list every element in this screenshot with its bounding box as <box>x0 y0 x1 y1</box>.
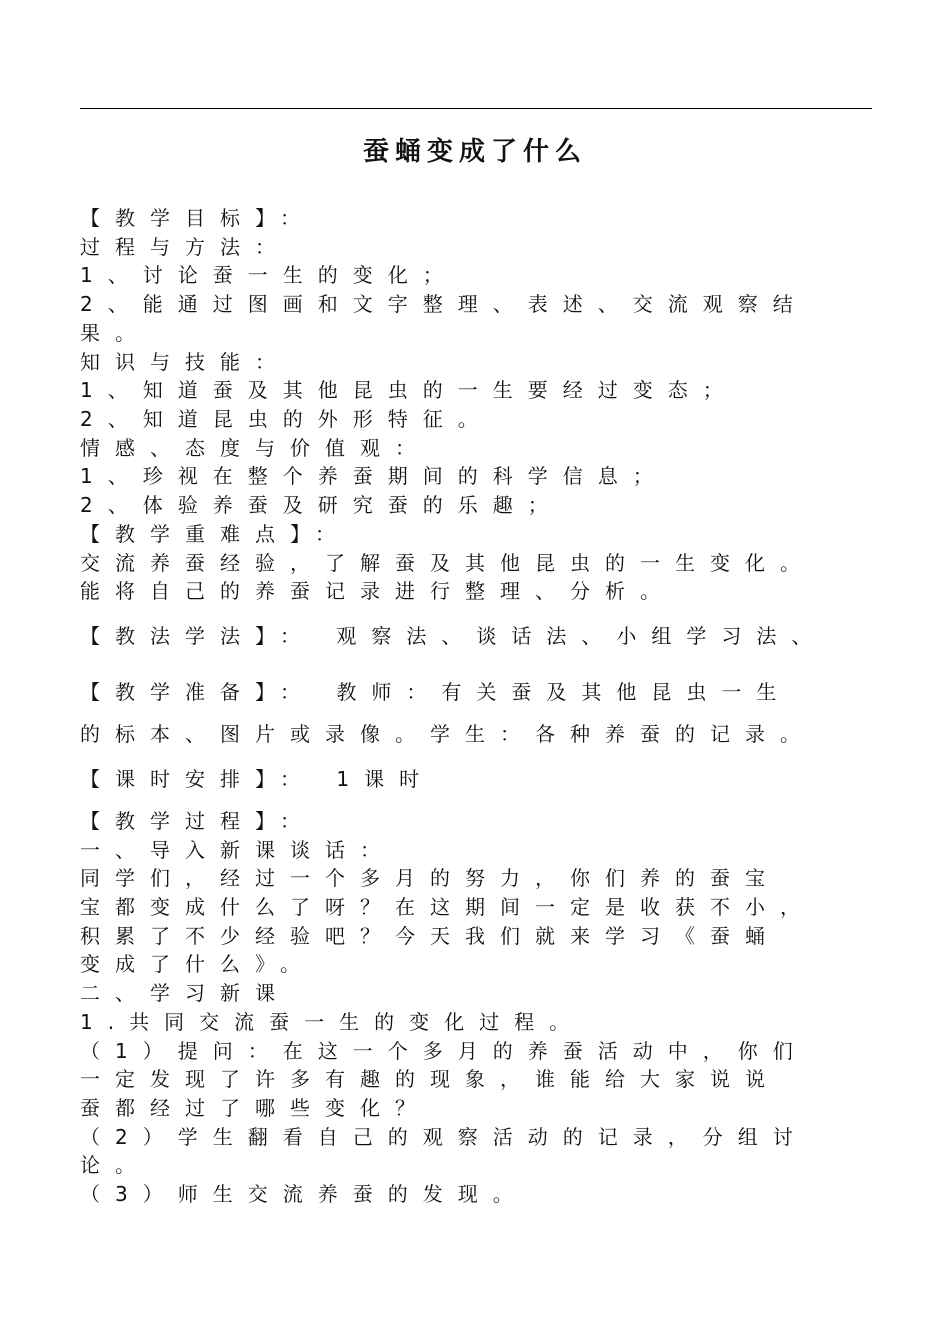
page-title: 蚕蛹变成了什么 <box>362 137 587 167</box>
text-line: 2、体验养蚕及研究蚕的乐趣； <box>80 493 563 517</box>
text-line: 果。 <box>80 321 150 345</box>
text-line: 【教学准备】： 教师：有关蚕及其他昆虫一生 <box>80 680 792 704</box>
text-line: 【教学目标】： <box>80 206 315 230</box>
text-line: 的标本、图片或录像。学生：各种养蚕的记录。 <box>80 722 815 746</box>
text-line: 1、讨论蚕一生的变化； <box>80 263 458 287</box>
text-line: 2、知道昆虫的外形特征。 <box>80 407 493 431</box>
text-line: 同学们，经过一个多月的努力，你们养的蚕宝 <box>80 866 780 890</box>
text-line: 蚕都经过了哪些变化？ <box>80 1096 430 1120</box>
text-line: （2）学生翻看自己的观察活动的记录，分组讨 <box>80 1125 808 1149</box>
text-line: 情感、态度与价值观： <box>80 436 430 460</box>
text-line: 【课时安排】： 1课时 <box>80 767 435 791</box>
text-line: 二、学习新课 <box>80 981 290 1005</box>
text-line: 交流养蚕经验，了解蚕及其他昆虫的一生变化。 <box>80 551 815 575</box>
header-rule <box>80 108 872 109</box>
text-line: 2、能通过图画和文字整理、表述、交流观察结 <box>80 292 808 316</box>
text-line: 【教学重难点】： <box>80 522 350 546</box>
text-line: 1.共同交流蚕一生的变化过程。 <box>80 1010 585 1034</box>
text-line: 1、知道蚕及其他昆虫的一生要经过变态； <box>80 378 738 402</box>
text-line: （1）提问：在这一个多月的养蚕活动中，你们 <box>80 1039 808 1063</box>
text-line: 论。 <box>80 1153 150 1177</box>
text-line: 变成了什么》。 <box>80 952 315 976</box>
text-line: 一、导入新课谈话： <box>80 838 395 862</box>
text-line: 【教法学法】： 观察法、谈话法、小组学习法、 <box>80 624 827 648</box>
text-line: 宝都变成什么了呀？在这期间一定是收获不小， <box>80 895 815 919</box>
text-line: 一定发现了许多有趣的现象，谁能给大家说说 <box>80 1067 780 1091</box>
text-line: 积累了不少经验吧？今天我们就来学习《蚕蛹 <box>80 924 780 948</box>
text-line: 知识与技能： <box>80 350 290 374</box>
text-line: （3）师生交流养蚕的发现。 <box>80 1182 528 1206</box>
text-line: 过程与方法： <box>80 235 290 259</box>
text-line: 能将自己的养蚕记录进行整理、分析。 <box>80 579 675 603</box>
text-line: 1、珍视在整个养蚕期间的科学信息； <box>80 464 668 488</box>
text-line: 【教学过程】： <box>80 809 315 833</box>
